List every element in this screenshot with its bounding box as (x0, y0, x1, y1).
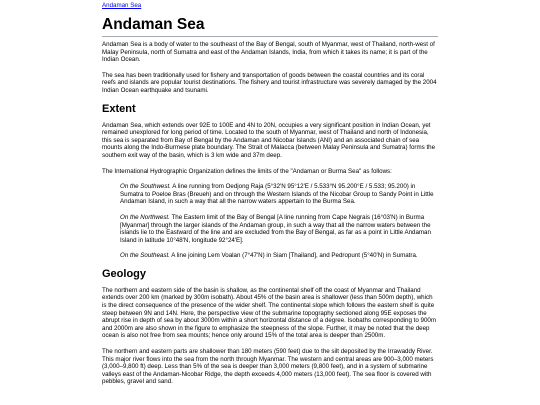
page-title: Andaman Sea (102, 16, 438, 37)
limit-text: The Eastern limit of the Bay of Bengal [A line running from Cape Negrais (16°03'N) in Burma [Myanmar] through the larger islands of the Andaman group, in such a way that all the narrow waters between the islands lie to the Eastward of the line and are excluded from the Bay of Bengal, as far as a point in Little Andaman Island in latitude 10°48'N, longitude 92°24'E]. (120, 213, 431, 244)
limit-southwest (120, 183, 438, 206)
extent-paragraph-2: The International Hydrographic Organization defines the limits of the "Andaman or Burma Sea" as follows: (102, 167, 392, 175)
limit-southeast (120, 252, 438, 260)
extent-heading: Extent (102, 102, 136, 115)
intro-paragraph-1: Andaman Sea is a body of water to the southeast of the Bay of Bengal, south of Myanmar, west of Thailand, north-west of Malay Peninsula, north of Sumatra and east of the Andaman Islands, India, from which it takes its name; it is part of the Indian Ocean. (102, 41, 435, 64)
limit-label: On the Southwest. (120, 183, 171, 191)
intro-paragraph-2: The sea has been traditionally used for fishery and transportation of goods between the coastal countries and its coral reefs and islands are popular tourist destinations. The fishery and tourist infrastructure was severely damaged by the 2004 Indian Ocean earthquake and tsunami. (102, 71, 437, 94)
geology-heading: Geology (102, 267, 147, 280)
extent-paragraph-1: Andaman Sea, which extends over 92E to 100E and 4N to 20N, occupies a very significant position in Indian Ocean, yet remained unexplored for long period of time. Located to the south of Myanmar, west of Thailand and north of Indonesia, this sea is separated from Bay of Bengal by the Andaman and Nicobar Islands (ANI) and an associated chain of sea mounts along the Indo-Burmese plate boundary. The Strait of Malacca (between Malay Peninsula and Sumatra) forms the southern exit way of the basin, which is 3 km wide and 37m deep. (102, 121, 436, 159)
limit-label: On the Southeast. (120, 252, 170, 260)
limit-text: A line running from Oedjong Raja (5°32'N 95°12'E / 5.533°N 95.200°E / 5.533; 95.200) in Sumatra to Poeloe Bras (Breueh) and on through the Western Islands of the Nicobar Group to Sandy Point in Little Andaman Island, in such a way that all the narrow waters appertain to the Burma Sea. (120, 183, 434, 206)
limit-text: A line joining Lem Voalan (7°47'N) in Siam [Thailand], and Pedropunt (5°40'N) in Sumatra. (169, 252, 418, 260)
geology-paragraph-1: The northern and eastern side of the basin is shallow, as the continental shelf off the coast of Myanmar and Thailand extends over 200 km (marked by 300m isobath). About 45% of the basin area is shallower (less than 500m depth), which is the direct consequence of the presence of the wider shelf. The continental slope which follows the eastern shelf is quite steep between 9N and 14N. Here, the perspective view of the submarine topography sectioned along 95E exposes the abrupt rise in depth of sea by about 3000m within a short horizontal distance of a degree. Isobaths corresponding to 900m and 2000m are also shown in the figure to emphasize the steepness of the slope. Further, it may be noted that the deep ocean is also not free from sea mounts; hence only around 15% of the total area is deeper than 2500m. (102, 286, 436, 340)
breadcrumb-link[interactable]: Andaman Sea (102, 2, 142, 9)
limit-northwest (120, 214, 438, 244)
geology-paragraph-2: The northern and eastern parts are shallower than 180 meters (590 feet) due to the silt deposited by the Irrawaddy River. This major river flows into the sea from the north through Myanmar. The western and central areas are 900–3,000 meters (3,000–9,800 ft) deep. Less than 5% of the sea is deeper than 3,000 meters (9,800 feet), and in a system of submarine valleys east of the Andaman-Nicobar Ridge, the depth exceeds 4,000 meters (13,000 feet). The sea floor is covered with pebbles, gravel and sand. (102, 348, 434, 386)
limit-label: On the Northwest. (120, 213, 170, 221)
breadcrumb (102, 2, 438, 10)
